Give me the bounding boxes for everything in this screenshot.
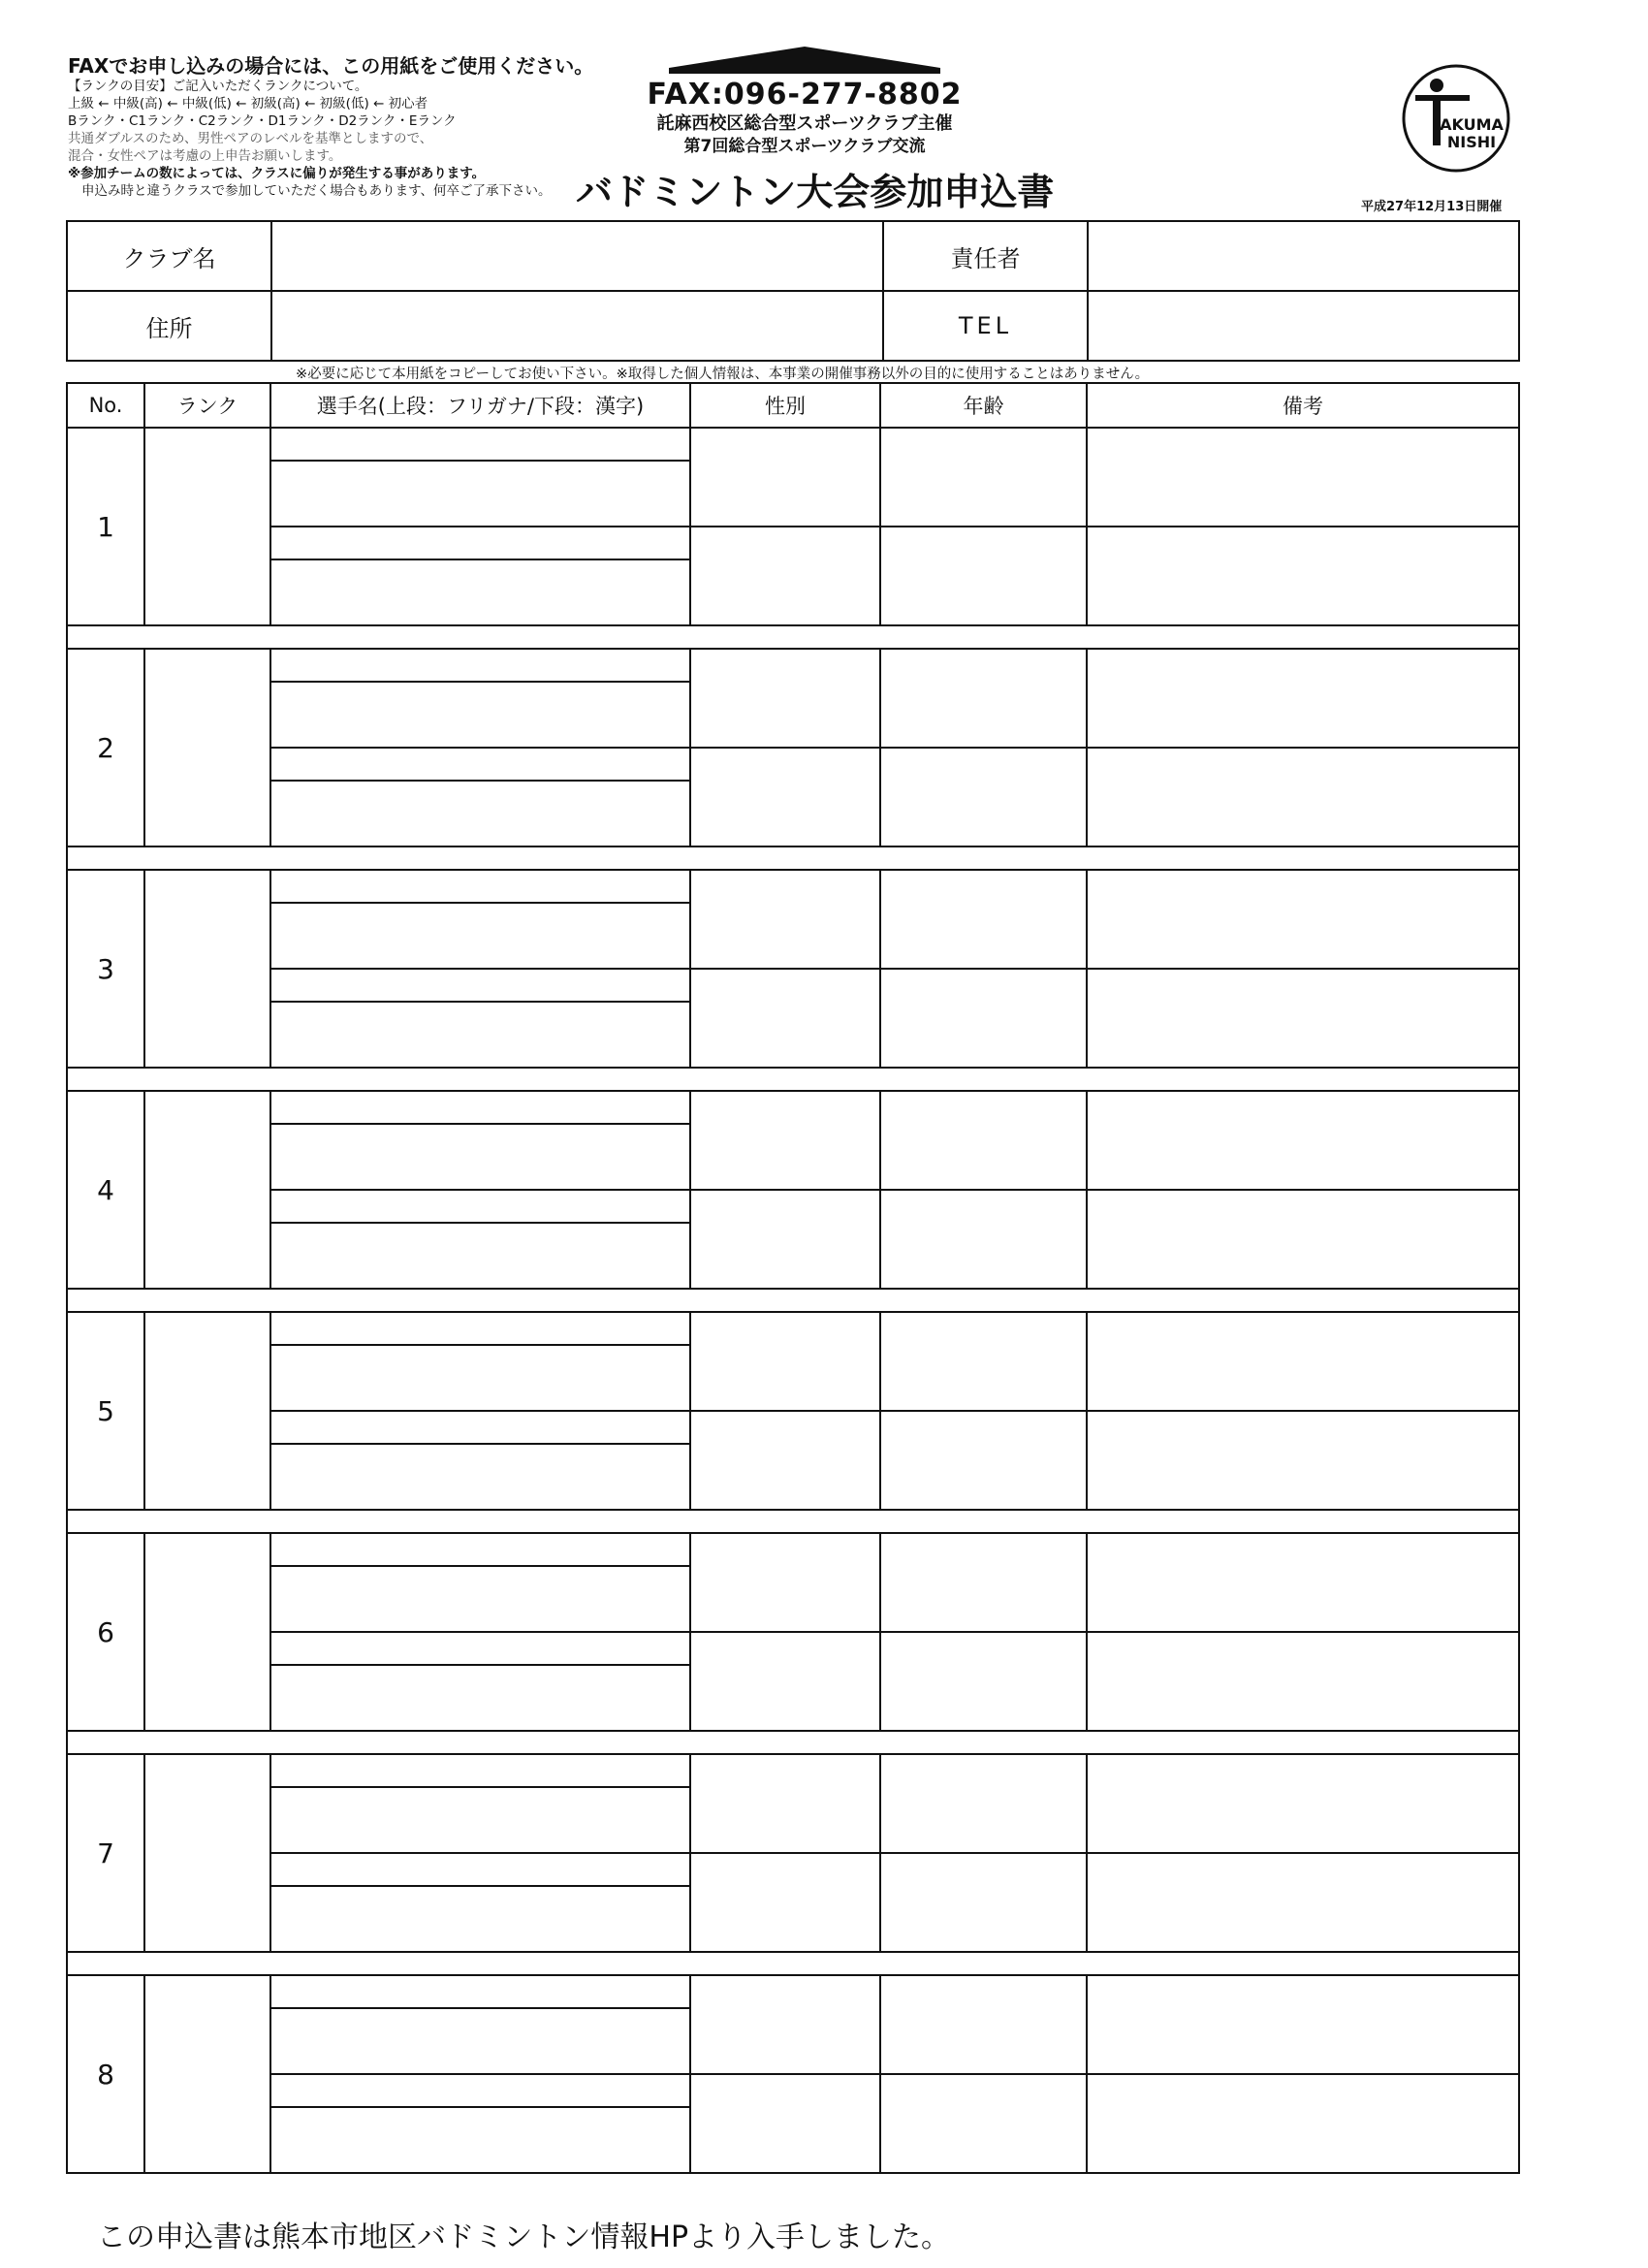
remarks-field[interactable] <box>1087 748 1519 847</box>
sex-field[interactable] <box>690 1190 880 1289</box>
entry-number: 8 <box>67 1975 144 2173</box>
entry-separator <box>67 625 1519 649</box>
club-name-field[interactable] <box>271 221 883 291</box>
entry-separator <box>67 1952 1519 1975</box>
name-cell <box>271 1854 689 1951</box>
notes-line: 混合・女性ペアは考慮の上申告お願いします。 <box>68 148 342 164</box>
notes-line: 上級 ← 中級(高) ← 中級(低) ← 初級(高) ← 初級(低) ← 初心者 <box>68 96 428 112</box>
entry-separator <box>67 1510 1519 1533</box>
header-sex: 性別 <box>690 383 880 428</box>
name-cell <box>271 1633 689 1730</box>
entry-row <box>67 428 1519 527</box>
club-info-table <box>66 220 1520 362</box>
notes-line: 共通ダブルスのため、男性ペアのレベルを基準としますので、 <box>68 131 433 146</box>
header-rank: ランク <box>144 383 270 428</box>
age-field[interactable] <box>880 1190 1087 1289</box>
sex-field[interactable] <box>690 1411 880 1510</box>
fax-number: FAX:096-277-8802 <box>647 78 963 112</box>
sex-field[interactable] <box>690 428 880 527</box>
age-field[interactable] <box>880 428 1087 527</box>
name-cell <box>271 1191 689 1288</box>
age-field[interactable] <box>880 1533 1087 1632</box>
sex-field[interactable] <box>690 1975 880 2074</box>
notes-line: 【ランクの目安】ご記入いただくランクについて。 <box>68 79 368 94</box>
sex-field[interactable] <box>690 649 880 748</box>
remarks-field[interactable] <box>1087 1312 1519 1411</box>
separator-cell <box>67 1952 1519 1975</box>
entry-number: 1 <box>67 428 144 625</box>
furigana-divider <box>271 681 689 683</box>
address-field[interactable] <box>271 291 883 361</box>
sex-field[interactable] <box>690 748 880 847</box>
rank-field[interactable] <box>144 870 270 1068</box>
rank-field[interactable] <box>144 428 270 625</box>
entry-row <box>67 1632 1519 1731</box>
entry-separator <box>67 1289 1519 1312</box>
header-no: No. <box>67 383 144 428</box>
entry-row <box>67 1853 1519 1952</box>
player-name-field[interactable] <box>270 1632 690 1731</box>
name-cell <box>271 1534 689 1631</box>
furigana-divider <box>271 2007 689 2009</box>
furigana-divider <box>271 1222 689 1224</box>
entry-row <box>67 527 1519 625</box>
sex-field[interactable] <box>690 1754 880 1853</box>
sex-field[interactable] <box>690 870 880 969</box>
logo-text-top: AKUMA <box>1440 115 1504 134</box>
age-field[interactable] <box>880 1411 1087 1510</box>
rank-field[interactable] <box>144 1975 270 2173</box>
caution-note: ※必要に応じて本用紙をコピーしてお使い下さい。※取得した個人情報は、本事業の開催事務以外の目的に使用することはありません。 <box>296 367 1150 382</box>
remarks-field[interactable] <box>1087 1411 1519 1510</box>
address-label: 住所 <box>67 291 271 361</box>
remarks-field[interactable] <box>1087 1754 1519 1853</box>
age-field[interactable] <box>880 1975 1087 2074</box>
entry-number: 4 <box>67 1091 144 1289</box>
rank-field[interactable] <box>144 1754 270 1952</box>
player-name-field[interactable] <box>270 870 690 969</box>
remarks-field[interactable] <box>1087 428 1519 527</box>
name-cell <box>271 1092 689 1189</box>
separator-cell <box>67 625 1519 649</box>
furigana-divider <box>271 559 689 560</box>
logo-text-bottom: NISHI <box>1446 133 1497 151</box>
remarks-field[interactable] <box>1087 2074 1519 2173</box>
header-name: 選手名(上段：フリガナ/下段：漢字) <box>270 383 690 428</box>
player-name-field[interactable] <box>270 1754 690 1853</box>
separator-cell <box>67 847 1519 870</box>
roof-graphic <box>669 47 940 68</box>
rank-field[interactable] <box>144 1533 270 1731</box>
age-field[interactable] <box>880 1312 1087 1411</box>
name-cell <box>271 2075 689 2172</box>
age-field[interactable] <box>880 2074 1087 2173</box>
tel-field[interactable] <box>1088 291 1519 361</box>
name-cell <box>271 1412 689 1509</box>
header-age: 年齢 <box>880 383 1087 428</box>
notes-title: FAXでお申し込みの場合には、この用紙をご使用ください。 <box>68 54 594 78</box>
remarks-field[interactable] <box>1087 1853 1519 1952</box>
name-cell <box>271 749 689 846</box>
sex-field[interactable] <box>690 969 880 1068</box>
entry-row <box>67 1312 1519 1411</box>
separator-cell <box>67 1068 1519 1091</box>
takuma-nishi-logo-icon <box>1398 60 1514 176</box>
age-field[interactable] <box>880 870 1087 969</box>
name-cell <box>271 527 689 624</box>
entry-number: 3 <box>67 870 144 1068</box>
remarks-field[interactable] <box>1087 870 1519 969</box>
furigana-divider <box>271 1885 689 1887</box>
rank-field[interactable] <box>144 1091 270 1289</box>
age-field[interactable] <box>880 1632 1087 1731</box>
player-name-field[interactable] <box>270 428 690 527</box>
remarks-field[interactable] <box>1087 1975 1519 2074</box>
age-field[interactable] <box>880 969 1087 1068</box>
notes-line: ※参加チームの数によっては、クラスに偏りが発生する事があります。 <box>68 166 486 181</box>
entry-number: 2 <box>67 649 144 847</box>
sex-field[interactable] <box>690 2074 880 2173</box>
tel-label: TEL <box>883 291 1088 361</box>
furigana-divider <box>271 1443 689 1445</box>
event-name: 第7回総合型スポーツクラブ交流 <box>683 137 926 156</box>
player-name-field[interactable] <box>270 2074 690 2173</box>
manager-field[interactable] <box>1088 221 1519 291</box>
roof-bar-graphic <box>669 68 940 74</box>
rank-field[interactable] <box>144 1312 270 1510</box>
player-name-field[interactable] <box>270 1853 690 1952</box>
furigana-divider <box>271 780 689 782</box>
entries-table <box>66 382 1520 2174</box>
age-field[interactable] <box>880 748 1087 847</box>
age-field[interactable] <box>880 1754 1087 1853</box>
separator-cell <box>67 1289 1519 1312</box>
manager-label: 責任者 <box>883 221 1088 291</box>
age-field[interactable] <box>880 527 1087 625</box>
name-cell <box>271 650 689 747</box>
notes-line: 申込み時と違うクラスで参加していただく場合もあります、何卒ご了承下さい。 <box>81 183 552 199</box>
header-block <box>572 47 1037 157</box>
remarks-field[interactable] <box>1087 527 1519 625</box>
entry-separator <box>67 1731 1519 1754</box>
form-title: バドミントン大会参加申込書 <box>576 171 1055 213</box>
furigana-divider <box>271 2106 689 2108</box>
remarks-field[interactable] <box>1087 1632 1519 1731</box>
player-name-field[interactable] <box>270 527 690 625</box>
furigana-divider <box>271 1664 689 1666</box>
entry-row <box>67 870 1519 969</box>
sex-field[interactable] <box>690 527 880 625</box>
entry-row <box>67 1190 1519 1289</box>
entry-row <box>67 748 1519 847</box>
player-name-field[interactable] <box>270 1190 690 1289</box>
furigana-divider <box>271 1344 689 1346</box>
name-cell <box>271 1755 689 1852</box>
rank-field[interactable] <box>144 649 270 847</box>
entry-row <box>67 649 1519 748</box>
entry-row <box>67 1533 1519 1632</box>
furigana-divider <box>271 460 689 462</box>
furigana-divider <box>271 1123 689 1125</box>
entry-row <box>67 1975 1519 2074</box>
entry-row <box>67 969 1519 1068</box>
remarks-field[interactable] <box>1087 1190 1519 1289</box>
event-date: 平成27年12月13日開催 <box>1361 200 1503 214</box>
name-cell <box>271 1976 689 2073</box>
remarks-field[interactable] <box>1087 1091 1519 1190</box>
player-name-field[interactable] <box>270 649 690 748</box>
furigana-divider <box>271 1001 689 1003</box>
furigana-divider <box>271 1786 689 1788</box>
entry-number: 6 <box>67 1533 144 1731</box>
notes-line: Bランク・C1ランク・C2ランク・D1ランク・D2ランク・Eランク <box>68 113 457 129</box>
club-name-label: クラブ名 <box>67 221 271 291</box>
player-name-field[interactable] <box>270 1312 690 1411</box>
player-name-field[interactable] <box>270 1411 690 1510</box>
sex-field[interactable] <box>690 1533 880 1632</box>
player-name-field[interactable] <box>270 1533 690 1632</box>
entry-number: 5 <box>67 1312 144 1510</box>
age-field[interactable] <box>880 1853 1087 1952</box>
entry-row <box>67 1754 1519 1853</box>
name-cell <box>271 970 689 1067</box>
player-name-field[interactable] <box>270 969 690 1068</box>
furigana-divider <box>271 902 689 904</box>
entry-row <box>67 1091 1519 1190</box>
entry-separator <box>67 1068 1519 1091</box>
name-cell <box>271 429 689 526</box>
notes-block <box>68 54 611 200</box>
name-cell <box>271 871 689 968</box>
player-name-field[interactable] <box>270 748 690 847</box>
header-remarks: 備考 <box>1087 383 1519 428</box>
age-field[interactable] <box>880 649 1087 748</box>
sex-field[interactable] <box>690 1091 880 1190</box>
remarks-field[interactable] <box>1087 1533 1519 1632</box>
entry-separator <box>67 847 1519 870</box>
player-name-field[interactable] <box>270 1975 690 2074</box>
remarks-field[interactable] <box>1087 969 1519 1068</box>
sex-field[interactable] <box>690 1853 880 1952</box>
player-name-field[interactable] <box>270 1091 690 1190</box>
sex-field[interactable] <box>690 1632 880 1731</box>
separator-cell <box>67 1731 1519 1754</box>
sex-field[interactable] <box>690 1312 880 1411</box>
entry-row <box>67 1411 1519 1510</box>
name-cell <box>271 1313 689 1410</box>
age-field[interactable] <box>880 1091 1087 1190</box>
separator-cell <box>67 1510 1519 1533</box>
organizer: 託麻西校区総合型スポーツクラブ主催 <box>656 113 953 134</box>
footer-note: この申込書は熊本市地区バドミントン情報HPより入手しました。 <box>97 2220 951 2254</box>
entry-number: 7 <box>67 1754 144 1952</box>
entry-row <box>67 2074 1519 2173</box>
furigana-divider <box>271 1565 689 1567</box>
remarks-field[interactable] <box>1087 649 1519 748</box>
